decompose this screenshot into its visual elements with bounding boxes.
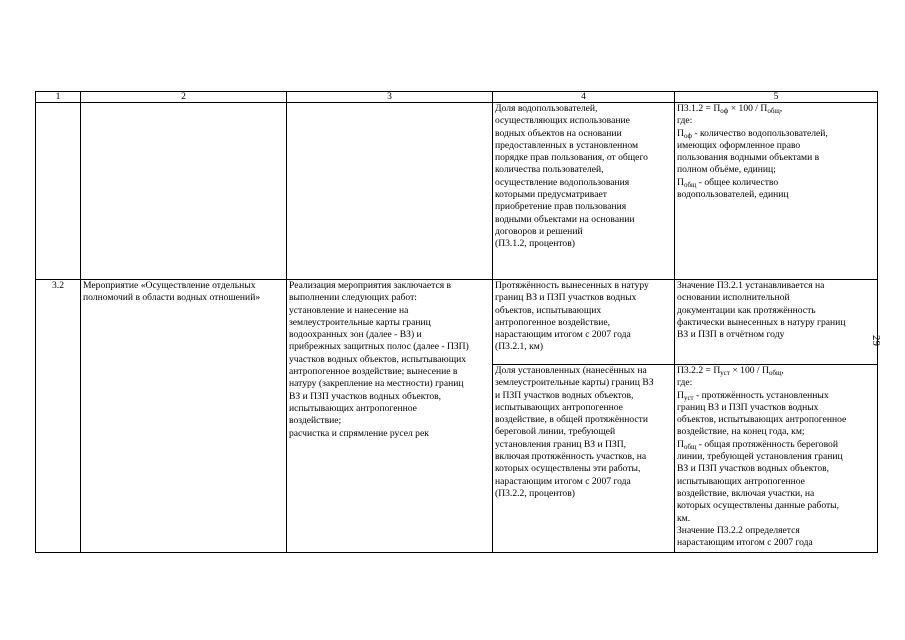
formula-p322: $П3.2.2 = П_{уст} \times 100 / П_{общ}$, xyxy=(677,365,784,377)
row-b-method-1: Значение П3.2.1 устанавливается на основании исполнительной документации как протяжённость фактически вынесенных в натуру границ ВЗ и ПЗП в отчётном году xyxy=(675,280,878,365)
header-col-4: 4 xyxy=(493,92,675,103)
header-col-5: 5 xyxy=(675,92,878,103)
row-a-method xyxy=(675,103,878,280)
definition-p-obsh: $П_{общ}$ - общее количество водопользователей, единиц xyxy=(677,176,789,201)
definition-p-of: $П_{оф}$ - количество водопользователей, имеющих оформленное право пользования водными объектами в полном объёме, единиц; xyxy=(677,127,828,176)
row-a-number xyxy=(36,103,81,280)
calculation-note: Значение П3.2.2 определяется нарастающим итогом с 2007 года xyxy=(677,524,813,549)
header-col-1: 1 xyxy=(36,92,81,103)
where-label: где: xyxy=(677,115,693,127)
header-col-2: 2 xyxy=(81,92,287,103)
row-a-event xyxy=(81,103,287,280)
definition-p-obsh: $П_{общ}$ - общая протяжённость береговой линии, требующей установления границ ВЗ и ПЗП участков водных объектов, испытывающих антропогенное воздействие, включая участки, на которых осуществлены данные работы, км. xyxy=(677,438,843,524)
row-b-indicator-2: Доля установленных (нанесённых на землеустроительные карты) границ ВЗ и ПЗП участков водных объектов, испытывающих антропогенное воздействие, в общей протяжённости береговой линии, требующей установления границ ВЗ и ПЗП, включая протяжённость участков, на которых осуществлены эти работы, нарастающим итогом с 2007 года (П3.2.2, процентов) xyxy=(493,365,675,553)
definition-p-ust: $П_{уст}$ - протяжённость установленных границ ВЗ и ПЗП участков водных объектов, испытывающих антропогенное воздействие, на конец года, км; xyxy=(677,389,847,438)
row-a-description xyxy=(287,103,493,280)
table-row xyxy=(36,280,878,365)
formula-p312: $П3.1.2 = П_{оф} \times 100 / П_{общ}$, xyxy=(677,103,783,115)
header-row xyxy=(36,92,878,103)
row-a-indicator: Доля водопользователей, осуществляющих использование водных объектов на основании предоставленных в установленном порядке прав пользования, от общего количества пользователей, осуществление водопользования которыми предусматривает приобретение прав пользования водными объектами на основании договоров и решений (П3.1.2, процентов) xyxy=(493,103,675,280)
header-col-3: 3 xyxy=(287,92,493,103)
row-b-description: Реализация мероприятия заключается в выполнении следующих работ: установление и нанесение на землеустроительные карты границ водоохранных зон (далее - ВЗ) и прибрежных защитных полос (далее - ПЗП) участков водных объектов, испытывающих антропогенное воздействие; вынесение в натуру (закрепление на местности) границ ВЗ и ПЗП участков водных объектов, испытывающих антропогенное воздействие; расчистка и спрямление русел рек xyxy=(287,280,493,553)
row-b-indicator-1: Протяжённость вынесенных в натуру границ ВЗ и ПЗП участков водных объектов, испытывающих антропогенное воздействие, нарастающим итогом с 2007 года (П3.2.1, км) xyxy=(493,280,675,365)
where-label: где: xyxy=(677,377,693,389)
row-b-event: Мероприятие «Осуществление отдельных полномочий в области водных отношений» xyxy=(81,280,287,553)
indicators-table xyxy=(35,91,878,553)
page-number: 29 xyxy=(870,335,882,346)
row-b-number: 3.2 xyxy=(36,280,81,553)
row-b-method-2 xyxy=(675,365,878,553)
table-row xyxy=(36,103,878,280)
